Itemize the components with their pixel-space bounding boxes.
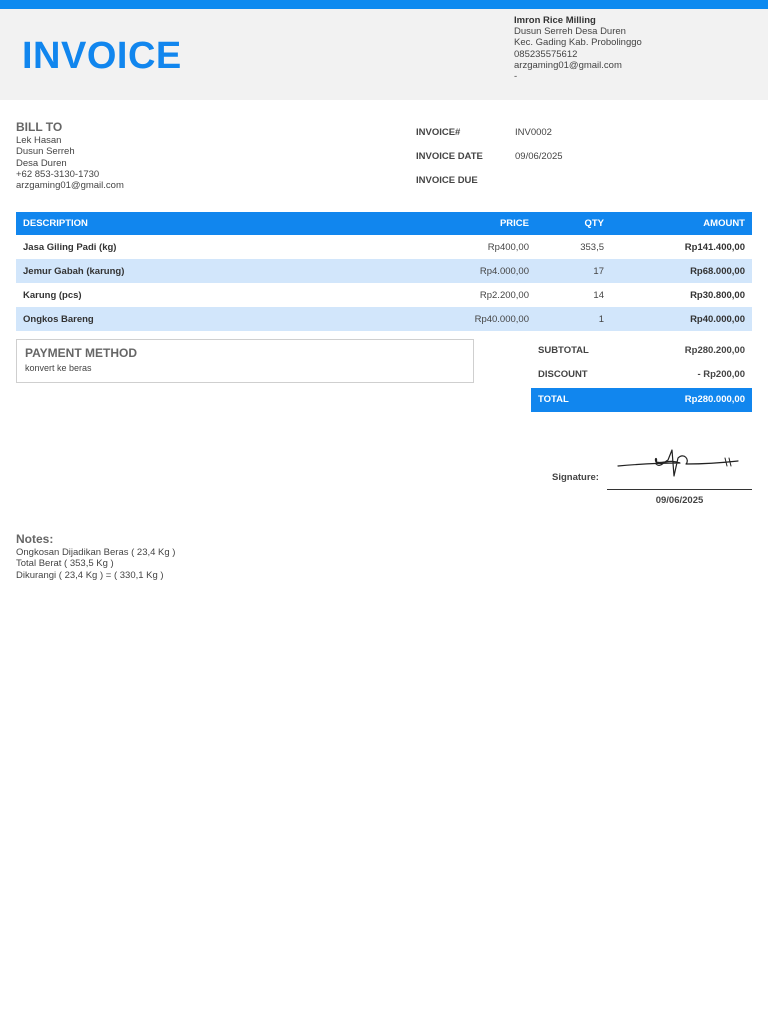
item-qty: 17 bbox=[536, 259, 611, 283]
item-qty: 353,5 bbox=[580, 241, 604, 253]
notes-section bbox=[16, 533, 175, 581]
client-address: Desa Duren bbox=[16, 157, 67, 169]
note-line: Ongkosan Dijadikan Beras ( 23,4 Kg ) bbox=[16, 547, 176, 558]
notes-label: Notes: bbox=[16, 532, 54, 546]
total-label: TOTAL bbox=[538, 394, 569, 405]
item-price: Rp40.000,00 bbox=[386, 307, 536, 331]
signature-line bbox=[607, 489, 752, 490]
total-row bbox=[531, 388, 752, 412]
discount-label: DISCOUNT bbox=[538, 369, 588, 380]
column-header-qty: QTY bbox=[536, 212, 611, 235]
company-name: Imron Rice Milling bbox=[514, 15, 596, 26]
invoice-title: INVOICE bbox=[22, 35, 182, 77]
company-info bbox=[514, 15, 642, 82]
invoice-date: 09/06/2025 bbox=[515, 151, 563, 162]
table-row bbox=[16, 283, 752, 307]
column-header-price: PRICE bbox=[386, 212, 536, 235]
item-description: Jemur Gabah (karung) bbox=[16, 259, 386, 283]
table-row bbox=[16, 235, 752, 259]
subtotal-value: Rp280.200,00 bbox=[684, 345, 745, 356]
subtotal-label: SUBTOTAL bbox=[538, 345, 589, 356]
company-line: - bbox=[514, 71, 518, 83]
item-price: Rp400,00 bbox=[487, 241, 529, 253]
company-email: arzgaming01@gmail.com bbox=[514, 59, 622, 71]
invoice-number: INV0002 bbox=[515, 127, 552, 138]
column-header-amount: AMOUNT bbox=[611, 212, 752, 235]
line-items-table bbox=[16, 212, 752, 331]
table-row bbox=[16, 307, 752, 331]
meta-label: INVOICE# bbox=[416, 127, 461, 138]
top-accent-bar bbox=[0, 0, 768, 9]
company-line: Dusun Serreh Desa Duren bbox=[514, 26, 626, 38]
table-row bbox=[16, 259, 752, 283]
item-amount: Rp68.000,00 bbox=[611, 259, 752, 283]
payment-method-label: PAYMENT METHOD bbox=[25, 346, 138, 360]
meta-label: INVOICE DATE bbox=[416, 151, 483, 162]
item-price: Rp4.000,00 bbox=[386, 259, 536, 283]
note-line: Dikurangi ( 23,4 Kg ) = ( 330,1 Kg ) bbox=[16, 569, 164, 581]
subtotal-row bbox=[531, 339, 752, 363]
total-value: Rp280.000,00 bbox=[684, 394, 745, 405]
note-line: Total Berat ( 353,5 Kg ) bbox=[16, 558, 114, 570]
client-email: arzgaming01@gmail.com bbox=[16, 180, 124, 192]
payment-method-text: konvert ke beras bbox=[25, 363, 92, 373]
item-description: Karung (pcs) bbox=[23, 289, 82, 301]
client-phone: +62 853-3130-1730 bbox=[16, 168, 100, 180]
item-amount: Rp30.800,00 bbox=[690, 289, 745, 301]
item-qty: 14 bbox=[593, 289, 604, 301]
payment-method-box bbox=[16, 339, 474, 383]
column-header-description: DESCRIPTION bbox=[16, 212, 386, 235]
discount-value: - Rp200,00 bbox=[697, 369, 745, 380]
client-name: Lek Hasan bbox=[16, 135, 62, 146]
company-phone: 085235575612 bbox=[514, 48, 578, 60]
signature-date: 09/06/2025 bbox=[655, 495, 704, 506]
invoice-header bbox=[0, 9, 768, 100]
item-description: Ongkos Bareng bbox=[16, 307, 386, 331]
client-address: Dusun Serreh bbox=[16, 146, 75, 158]
item-amount: Rp40.000,00 bbox=[611, 307, 752, 331]
meta-label: INVOICE DUE bbox=[416, 175, 478, 186]
signature-label: Signature: bbox=[552, 472, 599, 483]
totals-section bbox=[531, 339, 752, 412]
table-header-row bbox=[16, 212, 752, 235]
signature-image bbox=[610, 444, 750, 482]
bill-to-section bbox=[16, 121, 124, 191]
company-line: Kec. Gading Kab. Probolinggo bbox=[514, 37, 642, 49]
discount-row bbox=[531, 363, 752, 387]
item-price: Rp2.200,00 bbox=[479, 289, 529, 301]
item-description: Jasa Giling Padi (kg) bbox=[23, 241, 117, 253]
bill-to-label: BILL TO bbox=[16, 120, 63, 134]
item-qty: 1 bbox=[536, 307, 611, 331]
item-amount: Rp141.400,00 bbox=[684, 241, 745, 253]
